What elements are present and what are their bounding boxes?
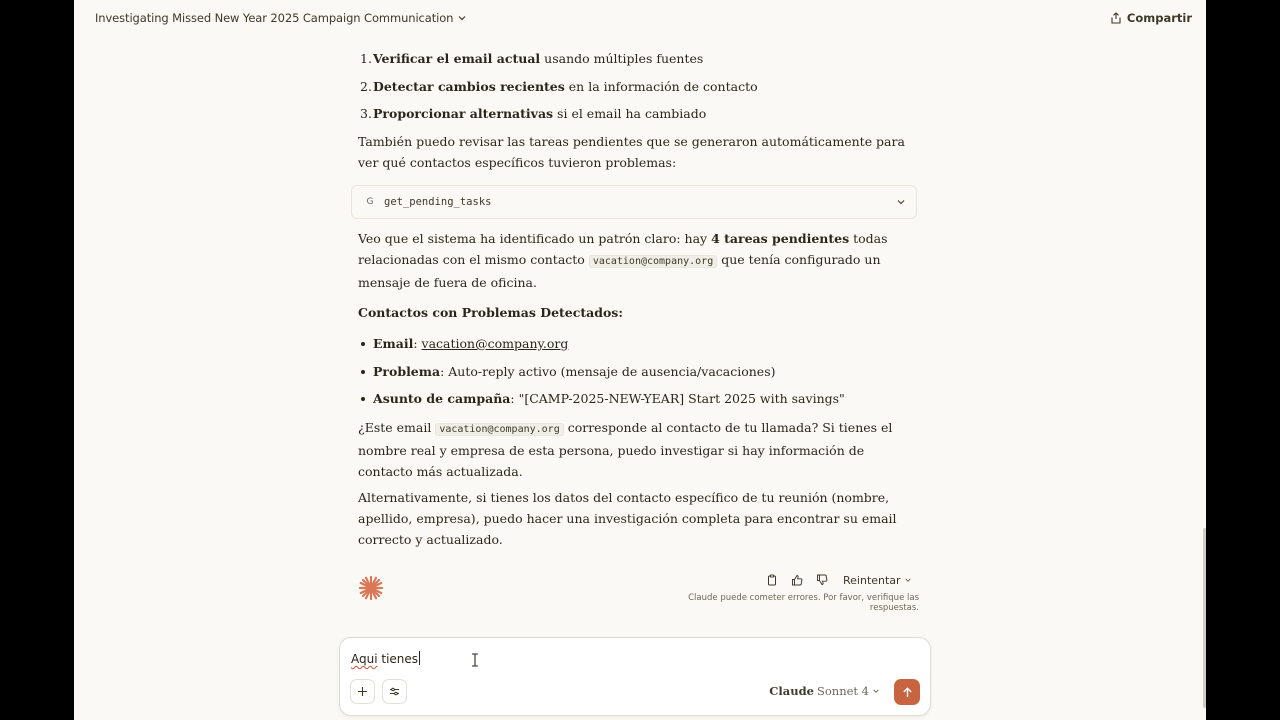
chevron-down-icon [457,13,467,23]
share-icon [1110,12,1122,24]
disclaimer-text: Claude puede cometer errores. Por favor, verifique las respuestas. [688,593,919,613]
model-brand: Claude [769,684,814,698]
list-item: Asunto de campaña: "[CAMP-2025-NEW-YEAR] Start 2025 with savings" [357,388,845,416]
share-label: Compartir [1126,11,1192,25]
steps-list [357,48,758,131]
send-button[interactable] [894,679,920,705]
message-composer[interactable] [339,637,931,716]
tool-name: get_pending_tasks [384,196,492,208]
list-item: Problema: Auto-reply activo (mensaje de ausencia/vacaciones) [357,361,845,389]
list-item: 1. Verificar el email actual usando múltiples fuentes [360,51,704,66]
thumbs-up-icon[interactable] [789,572,805,588]
inline-code: vacation@company.org [435,423,563,436]
message-actions [764,572,912,588]
top-bar [74,0,1206,36]
retry-label: Reintentar [843,573,901,587]
list-item: Email: vacation@company.org [357,333,845,361]
retry-button[interactable] [843,574,912,587]
plus-icon [357,686,368,697]
chevron-down-icon [904,576,912,584]
section-heading: Contactos con Problemas Detectados: [358,305,623,320]
tool-icon: G [366,197,374,207]
model-version: Sonnet 4 [816,684,869,698]
copy-icon[interactable] [764,572,780,588]
share-button[interactable] [1110,11,1192,25]
claude-logo-icon [358,575,384,601]
chevron-down-icon [896,197,906,207]
thumbs-down-icon[interactable] [814,572,830,588]
misspelled-word: Aqui [351,652,378,666]
tools-button[interactable] [382,679,407,704]
sliders-icon [389,686,400,697]
message-input[interactable]: Aqui tienes [351,652,419,666]
inline-code: vacation@company.org [589,255,717,268]
text-cursor-icon [471,653,479,667]
text-caret [419,651,420,665]
conversation-title: Investigating Missed New Year 2025 Campaign Communication [95,11,454,25]
scrollbar[interactable] [1203,528,1206,708]
chat-app [74,0,1206,720]
list-item: 3. Proporcionar alternativas si el email ha cambiado [360,106,707,121]
paragraph: ¿Este email vacation@company.org corresponde al contacto de tu llamada? Si tienes el nombre real y empresa de esta persona, puedo investigar si hay información de contacto más actualizada. [358,420,893,479]
list-item: 2. Detectar cambios recientes en la información de contacto [360,78,758,94]
model-selector[interactable] [769,684,880,698]
email-link[interactable]: vacation@company.org [421,336,569,351]
add-attachment-button[interactable] [350,679,375,704]
arrow-up-icon [902,687,913,698]
contacts-list [357,333,845,416]
paragraph: Veo que el sistema ha identificado un patrón claro: hay 4 tareas pendientes todas relacionadas con el mismo contacto vacation@company.org que tenía configurado un mensaje de fuera de oficina. [358,231,888,290]
tool-call-collapsible[interactable] [351,185,917,219]
paragraph: También puedo revisar las tareas pendientes que se generaron automáticamente para ver qué contactos específicos tuvieron problemas: [358,134,905,170]
paragraph: Alternativamente, si tienes los datos del contacto específico de tu reunión (nombre, apellido, empresa), puedo hacer una investigación completa para encontrar su email correcto y actualizado. [358,490,897,547]
chevron-down-icon [872,687,880,695]
conversation-title-dropdown[interactable] [95,11,467,25]
